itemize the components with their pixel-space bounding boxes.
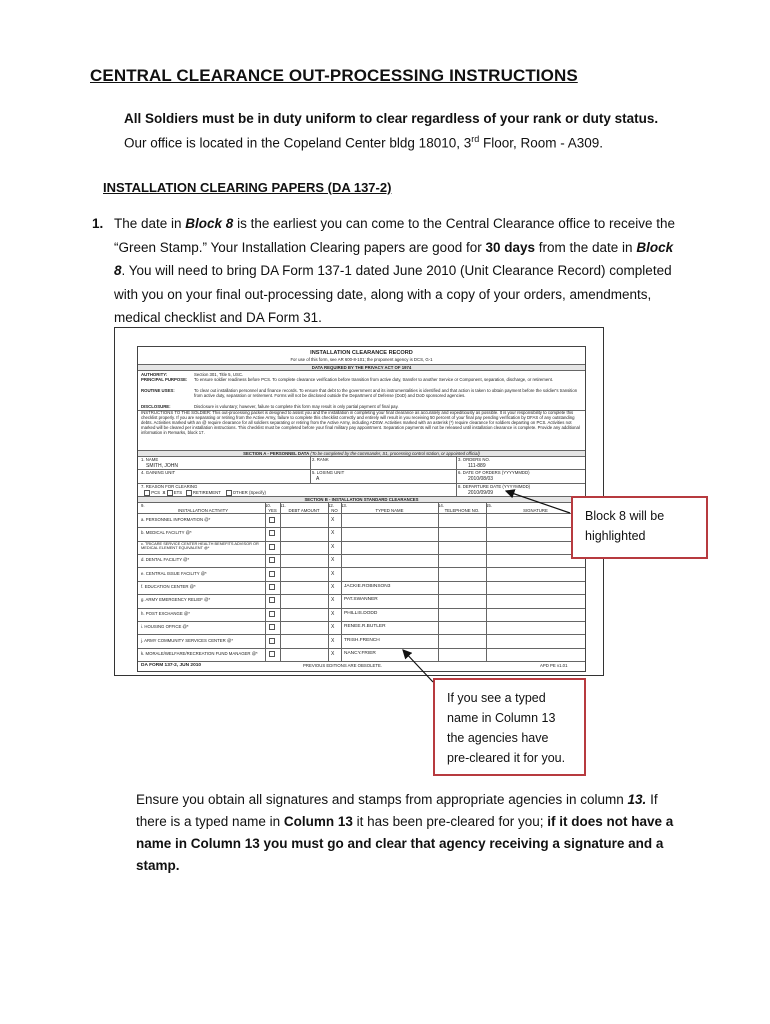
form-losing-label: 5. LOSING UNIT — [312, 470, 345, 475]
typed-name-cell: NANCY.FRIER — [344, 651, 376, 656]
column-header: YES — [268, 508, 277, 513]
callout-column13: If you see a typed name in Column 13 the agencies have pre-cleared it for you. — [433, 678, 586, 776]
no-cell: X — [331, 584, 335, 590]
activity-cell: k. MORALE/WELFARE/RECREATION FUND MANAGER @* — [141, 651, 258, 656]
activity-cell: f. EDUCATION CENTER @* — [141, 584, 196, 589]
no-cell: X — [331, 543, 335, 550]
section-heading: INSTALLATION CLEARING PAPERS (DA 137-2) — [103, 180, 392, 195]
form-routine-label: ROUTINE USES: — [141, 388, 175, 393]
form-name-label: 1. NAME — [141, 457, 159, 462]
arrow-block8 — [506, 491, 570, 513]
form-orders-value: 111-889 — [468, 463, 486, 469]
intro-sup: rd — [471, 134, 480, 144]
form-purpose-label: PRINCIPAL PURPOSE: — [141, 377, 188, 382]
form-departure-value: 2010/09/09 — [468, 490, 494, 496]
form-section-a: SECTION A - PERSONNEL DATA (To be completed by the commander, S1, processing control station, or appointed official) — [138, 451, 585, 456]
no-cell: X — [331, 597, 335, 604]
form-rank-label: 2. RANK — [312, 457, 329, 462]
form-authority: Section 301, Title 5, USC. — [194, 372, 244, 377]
item-text-3: from the date in — [535, 239, 637, 255]
column-number: 9. — [141, 503, 145, 508]
activity-cell: e. CENTRAL ISSUE FACILITY @* — [141, 570, 207, 576]
form-authority-label: AUTHORITY: — [141, 372, 168, 377]
column-header: NO — [331, 508, 338, 513]
form-purpose: To ensure soldier readiness before PCS. To complete clearance verification before transition from active duty, transfer to another Service or Component, separation, discharge, or retirement. — [194, 377, 554, 382]
column-number: 12. — [328, 503, 334, 508]
column-number: 13. — [341, 503, 347, 508]
form-reason-options: PCS X ETS RETIREMENT OTHER (Specify) — [144, 490, 266, 496]
ensure-paragraph: Ensure you obtain all signatures and stamps from appropriate agencies in column 13. If there is a typed name in Column 13 it has been pre-cleared for you; if it does not have a name in Column 13 you must go and clear that agency receiving a signature and a stamp. — [136, 792, 674, 873]
column-header: INSTALLATION ACTIVITY — [177, 508, 229, 513]
column-number: 14. — [438, 503, 444, 508]
form-date-orders-label: 6. DATE OF ORDERS (YYYYMMDD) — [458, 470, 530, 475]
form-losing-value: A — [316, 476, 320, 482]
column-header: SIGNATURE — [523, 508, 548, 513]
no-cell: X — [331, 624, 335, 631]
checkbox-mark: X — [162, 490, 166, 496]
no-cell: X — [331, 610, 335, 617]
column-header: TELEPHONE NO. — [444, 508, 480, 513]
item-bold-block8-a: Block 8 — [185, 216, 234, 231]
no-cell: X — [331, 530, 335, 537]
activity-cell: i. HOUSING OFFICE @* — [141, 624, 189, 630]
item-bold-block8-b: Block 8 — [114, 239, 674, 278]
activity-cell: j. ARMY COMMUNITY SERVICES CENTER @* — [141, 637, 233, 643]
activity-cell: g. ARMY EMERGENCY RELIEF @* — [141, 597, 211, 603]
form-subtitle: For use of this form, see AR 600-8-101; the proponent agency is DCS, G-1 — [290, 357, 433, 362]
activity-cell: b. MEDICAL FACILITY @* — [141, 530, 192, 536]
item-bold-30days: 30 days — [485, 239, 536, 255]
no-cell: X — [331, 570, 335, 577]
typed-name-cell: RENEE.R.BUTLER — [344, 624, 386, 630]
intro-text-b: Floor, Room - A309. — [479, 135, 604, 151]
form-section-b: SECTION B - INSTALLATION STANDARD CLEARANCES — [138, 497, 585, 502]
form-privacy-header: DATA REQUIRED BY THE PRIVACY ACT OF 1974 — [138, 365, 585, 370]
form-disclosure: Disclosure is voluntary; however, failure to complete this form may result in only partial payment of final pay. — [194, 404, 399, 409]
form-disclosure-label: DISCLOSURE: — [141, 404, 171, 409]
column-number: 15. — [486, 503, 492, 508]
intro-text-a: Our office is located in the Copeland Center bldg 18010, 3 — [124, 135, 472, 151]
activity-cell: c. TRICARE SERVICE CENTER HEALTH BENEFITS ADVISOR OR MEDICAL ELEMENT EQUIVALENT @* — [141, 540, 259, 551]
activity-cell: d. DENTAL FACILITY @* — [141, 557, 190, 563]
no-cell: X — [331, 651, 335, 657]
form-instructions: INSTRUCTIONS TO THE SOLDIER: This out-processing packet is designed to assist you and the installation in completing your final clearance as accurately and expeditiously as possible. It is your responsibility to complete this checklist properly. If you are separating or retiring from the Active Army, failure to complete this checklist correctly and entirely will result in you receiving 50 percent of your final pay pending verification by DFAS of any outstanding debts. Activities marked with an @ require clearance for all soldiers separating or retiring from the Active Army, including ADSW. Activities marked with an asterisk (*) require clearance for soldiers departing on PCS. Activities not marked will be cleared per installation instructions. This checklist must be completed before your final military pay appointment. Separation payments will not be released until installation clearance is complete. Provide any additional information in Remarks, block 17. — [141, 410, 580, 435]
typed-name-cell: TRISH.FRENCH — [344, 637, 380, 643]
no-cell: X — [331, 557, 335, 564]
typed-name-cell: JACKIE.ROBINSON3 — [344, 584, 391, 589]
form-name-value: SMITH, JOHN — [146, 463, 178, 469]
form-orders-label: 3. ORDERS NO. — [458, 457, 490, 462]
form-gaining-label: 4. GAINING UNIT — [141, 470, 176, 475]
intro-bold: All Soldiers must be in duty uniform to clear regardless of your rank or duty status. — [124, 111, 659, 126]
column-header: TYPED NAME — [375, 508, 404, 513]
typed-name-cell: PHILLIS.DODD — [344, 610, 378, 616]
activity-cell: h. POST EXCHANGE @* — [141, 610, 190, 616]
no-cell: X — [331, 637, 335, 644]
item-text-2: is the earliest you can come to the Central Clearance office to receive the “Green Stamp.” Your Installation Clearing papers are good for — [114, 216, 676, 255]
arrow-column13 — [403, 650, 433, 682]
column-number: 10. — [265, 503, 271, 508]
form-title: INSTALLATION CLEARANCE RECORD — [310, 350, 413, 356]
item-number: 1. — [92, 216, 104, 231]
item-text-4: . You will need to bring DA Form 137-1 dated June 2010 (Unit Clearance Record) completed with you on your final out-processing date, along with a copy of your orders, amendments, medical checklist and DA Form 31. — [114, 263, 672, 325]
page-title: CENTRAL CLEARANCE OUT-PROCESSING INSTRUCTIONS — [90, 66, 578, 85]
typed-name-cell: PAT.SWANNER — [344, 597, 378, 603]
column-number: 11. — [280, 503, 286, 508]
form-footer-id: DA FORM 137-2, JUN 2010 — [141, 663, 202, 668]
form-footer-version: APD PE v1.01 — [540, 663, 568, 668]
form-date-orders-value: 2010/08/03 — [468, 476, 494, 482]
form-footer-prev: PREVIOUS EDITIONS ARE OBSOLETE. — [303, 663, 383, 668]
no-cell: X — [331, 517, 335, 523]
form-reason-label: 7. REASON FOR CLEARING — [141, 484, 198, 489]
column-header: DEBT AMOUNT — [288, 508, 320, 513]
callout-block8: Block 8 will be highlighted — [571, 496, 708, 559]
form-departure-label: 8. DEPARTURE DATE (YYYYMMDD) — [458, 484, 531, 489]
activity-cell: a. PERSONNEL INFORMATION @* — [141, 517, 211, 522]
item-text-1: The date in — [114, 216, 186, 231]
form-routine: To clear out installation personnel and finance records. To ensure that debt to the government and its instrumentalities is identified and that action is taken to obtain payment before the soldier's transition from active duty, separation or retirement. Forms will not be disclosed outside the Department of Defense (DoD) and DoD sponsored agencies. — [194, 388, 578, 398]
